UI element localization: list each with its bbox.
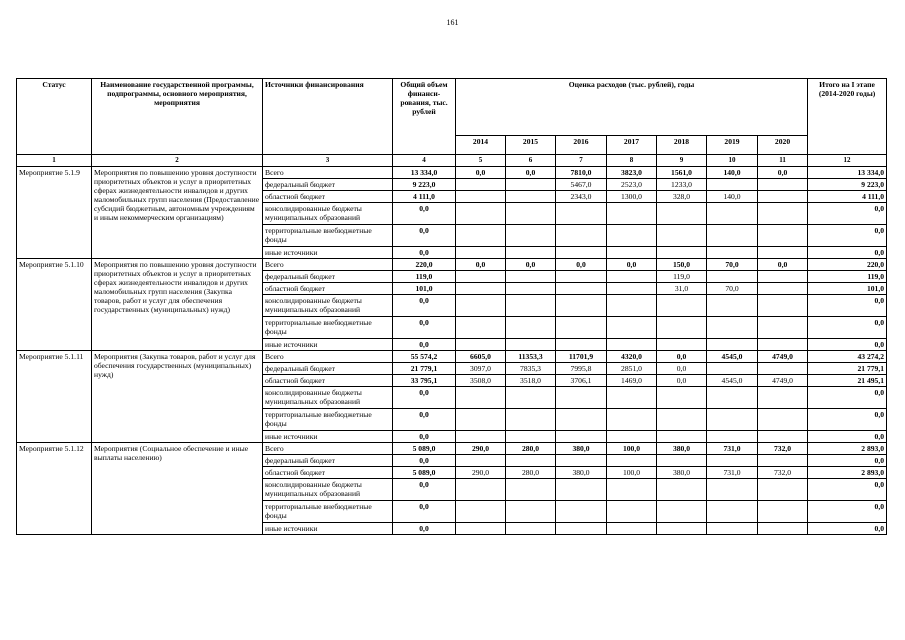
- year-cell: [556, 295, 607, 317]
- year-cell: [456, 225, 506, 247]
- year-cell: 4749,0: [758, 351, 808, 363]
- total-cell: 0,0: [393, 409, 456, 431]
- year-cell: 4545,0: [707, 351, 758, 363]
- column-number: 5: [456, 155, 506, 167]
- year-cell: 280,0: [506, 443, 556, 455]
- year-cell: [506, 431, 556, 443]
- stage-total-cell: 0,0: [808, 203, 887, 225]
- year-cell: [707, 317, 758, 339]
- header-year: 2020: [758, 136, 808, 155]
- year-cell: 0,0: [657, 363, 707, 375]
- header-status: Статус: [17, 79, 92, 155]
- stage-total-cell: 2 893,0: [808, 443, 887, 455]
- funding-source: Всего: [263, 443, 393, 455]
- funding-source: областной бюджет: [263, 375, 393, 387]
- funding-source: территориальные внебюджетные фонды: [263, 409, 393, 431]
- year-cell: [758, 479, 808, 501]
- funding-source: консолидированные бюджеты муниципальных образований: [263, 295, 393, 317]
- year-cell: 290,0: [456, 443, 506, 455]
- stage-total-cell: 13 334,0: [808, 167, 887, 179]
- funding-source: территориальные внебюджетные фонды: [263, 317, 393, 339]
- year-cell: 380,0: [556, 443, 607, 455]
- measure-name: Мероприятия (Социальное обеспечение и иные выплаты населению): [92, 443, 263, 535]
- stage-total-cell: 0,0: [808, 225, 887, 247]
- funding-source: консолидированные бюджеты муниципальных образований: [263, 479, 393, 501]
- year-cell: [657, 455, 707, 467]
- measure-name: Мероприятия по повышению уровня доступности приоритетных объектов и услуг в приоритетных сферах жизнедеятельности инвалидов и других маломобильных групп населения (Предоставление субсидий бюджетным, автономным учреждениям и иным некоммерческим организациям): [92, 167, 263, 259]
- year-cell: [506, 317, 556, 339]
- total-cell: 0,0: [393, 203, 456, 225]
- stage-total-cell: 0,0: [808, 479, 887, 501]
- year-cell: 4320,0: [607, 351, 657, 363]
- funding-source: областной бюджет: [263, 283, 393, 295]
- year-cell: [707, 247, 758, 259]
- year-cell: [607, 225, 657, 247]
- column-number: 2: [92, 155, 263, 167]
- total-cell: 0,0: [393, 501, 456, 523]
- measure-status: Мероприятие 5.1.10: [17, 259, 92, 351]
- stage-total-cell: 21 779,1: [808, 363, 887, 375]
- year-cell: [758, 283, 808, 295]
- stage-total-cell: 0,0: [808, 431, 887, 443]
- year-cell: [556, 247, 607, 259]
- year-cell: [707, 225, 758, 247]
- year-cell: 2523,0: [607, 179, 657, 191]
- year-cell: 4749,0: [758, 375, 808, 387]
- funding-source: федеральный бюджет: [263, 363, 393, 375]
- column-number: 7: [556, 155, 607, 167]
- header-sources: Источники финансирования: [263, 79, 393, 155]
- year-cell: [657, 523, 707, 535]
- stage-total-cell: 0,0: [808, 523, 887, 535]
- year-cell: [707, 339, 758, 351]
- year-cell: [506, 479, 556, 501]
- column-number: 8: [607, 155, 657, 167]
- year-cell: 0,0: [607, 259, 657, 271]
- header-stage-total: Итого на I этапе (2014-2020 годы): [808, 79, 887, 155]
- year-cell: [456, 283, 506, 295]
- total-cell: 0,0: [393, 431, 456, 443]
- year-cell: [607, 317, 657, 339]
- funding-source: консолидированные бюджеты муниципальных образований: [263, 387, 393, 409]
- year-cell: 0,0: [758, 167, 808, 179]
- header-year: 2017: [607, 136, 657, 155]
- table-row: [17, 259, 887, 271]
- year-cell: [506, 409, 556, 431]
- year-cell: [456, 523, 506, 535]
- header-year: 2016: [556, 136, 607, 155]
- year-cell: [758, 271, 808, 283]
- year-cell: [556, 455, 607, 467]
- year-cell: [456, 191, 506, 203]
- measure-status: Мероприятие 5.1.9: [17, 167, 92, 259]
- stage-total-cell: 0,0: [808, 317, 887, 339]
- year-cell: [456, 339, 506, 351]
- stage-total-cell: 9 223,0: [808, 179, 887, 191]
- total-cell: 13 334,0: [393, 167, 456, 179]
- column-number: 4: [393, 155, 456, 167]
- funding-source: Всего: [263, 351, 393, 363]
- total-cell: 4 111,0: [393, 191, 456, 203]
- stage-total-cell: 0,0: [808, 387, 887, 409]
- year-cell: 380,0: [657, 467, 707, 479]
- year-cell: [506, 271, 556, 283]
- year-cell: 7810,0: [556, 167, 607, 179]
- year-cell: [556, 225, 607, 247]
- year-cell: [556, 203, 607, 225]
- year-cell: 6605,0: [456, 351, 506, 363]
- year-cell: 3097,0: [456, 363, 506, 375]
- year-cell: 4545,0: [707, 375, 758, 387]
- header-year: 2015: [506, 136, 556, 155]
- year-cell: [556, 317, 607, 339]
- year-cell: [456, 431, 506, 443]
- year-cell: 0,0: [456, 167, 506, 179]
- year-cell: [607, 203, 657, 225]
- year-cell: 290,0: [456, 467, 506, 479]
- total-cell: 5 089,0: [393, 467, 456, 479]
- year-cell: 3508,0: [456, 375, 506, 387]
- year-cell: 3823,0: [607, 167, 657, 179]
- year-cell: [607, 479, 657, 501]
- funding-source: иные источники: [263, 247, 393, 259]
- funding-source: территориальные внебюджетные фонды: [263, 225, 393, 247]
- year-cell: 100,0: [607, 467, 657, 479]
- column-number: 3: [263, 155, 393, 167]
- year-cell: 380,0: [556, 467, 607, 479]
- year-cell: [506, 455, 556, 467]
- year-cell: [456, 295, 506, 317]
- total-cell: 0,0: [393, 295, 456, 317]
- year-cell: [456, 479, 506, 501]
- stage-total-cell: 0,0: [808, 501, 887, 523]
- year-cell: [506, 387, 556, 409]
- total-cell: 0,0: [393, 317, 456, 339]
- total-cell: 101,0: [393, 283, 456, 295]
- year-cell: [506, 501, 556, 523]
- year-cell: 0,0: [657, 375, 707, 387]
- funding-source: областной бюджет: [263, 467, 393, 479]
- year-cell: [607, 501, 657, 523]
- year-cell: 70,0: [707, 283, 758, 295]
- year-cell: [556, 339, 607, 351]
- year-cell: [707, 179, 758, 191]
- year-cell: [506, 283, 556, 295]
- year-cell: [456, 317, 506, 339]
- year-cell: [607, 271, 657, 283]
- year-cell: [456, 455, 506, 467]
- year-cell: 732,0: [758, 443, 808, 455]
- year-cell: [707, 387, 758, 409]
- total-cell: 0,0: [393, 387, 456, 409]
- year-cell: [758, 191, 808, 203]
- year-cell: [456, 501, 506, 523]
- stage-total-cell: 4 111,0: [808, 191, 887, 203]
- year-cell: 0,0: [506, 167, 556, 179]
- year-cell: 2851,0: [607, 363, 657, 375]
- funding-source: иные источники: [263, 339, 393, 351]
- table-row: [17, 351, 887, 363]
- year-cell: 140,0: [707, 191, 758, 203]
- measure-status: Мероприятие 5.1.11: [17, 351, 92, 443]
- header-name: Наименование государственной программы, подпрограммы, основного мероприятия, мероприятия: [92, 79, 263, 155]
- funding-source: Всего: [263, 167, 393, 179]
- year-cell: [758, 179, 808, 191]
- year-cell: 11353,3: [506, 351, 556, 363]
- measure-name: Мероприятия по повышению уровня доступности приоритетных объектов и услуг в приоритетных сферах жизнедеятельности инвалидов и других маломобильных групп населения (Закупка товаров, работ и услуг для обеспечения государственных (муниципальных) нужд): [92, 259, 263, 351]
- year-cell: [707, 295, 758, 317]
- funding-source: территориальные внебюджетные фонды: [263, 501, 393, 523]
- stage-total-cell: 0,0: [808, 295, 887, 317]
- table-row: [17, 167, 887, 179]
- stage-total-cell: 101,0: [808, 283, 887, 295]
- year-cell: 732,0: [758, 467, 808, 479]
- year-cell: 280,0: [506, 467, 556, 479]
- year-cell: 0,0: [758, 259, 808, 271]
- stage-total-cell: 119,0: [808, 271, 887, 283]
- year-cell: 140,0: [707, 167, 758, 179]
- year-cell: 731,0: [707, 467, 758, 479]
- year-cell: [506, 523, 556, 535]
- year-cell: [556, 479, 607, 501]
- year-cell: 3518,0: [506, 375, 556, 387]
- year-cell: [456, 387, 506, 409]
- year-cell: [758, 501, 808, 523]
- header-estimate: Оценка расходов (тыс. рублей), годы: [456, 79, 808, 136]
- stage-total-cell: 0,0: [808, 247, 887, 259]
- year-cell: [506, 247, 556, 259]
- column-number: 10: [707, 155, 758, 167]
- total-cell: 55 574,2: [393, 351, 456, 363]
- year-cell: [456, 203, 506, 225]
- year-cell: 1233,0: [657, 179, 707, 191]
- stage-total-cell: 2 893,0: [808, 467, 887, 479]
- stage-total-cell: 0,0: [808, 455, 887, 467]
- year-cell: [556, 501, 607, 523]
- year-cell: 1469,0: [607, 375, 657, 387]
- total-cell: 119,0: [393, 271, 456, 283]
- funding-source: иные источники: [263, 431, 393, 443]
- funding-source: областной бюджет: [263, 191, 393, 203]
- total-cell: 21 779,1: [393, 363, 456, 375]
- year-cell: 11701,9: [556, 351, 607, 363]
- total-cell: 0,0: [393, 523, 456, 535]
- funding-source: федеральный бюджет: [263, 271, 393, 283]
- year-cell: [758, 455, 808, 467]
- year-cell: [758, 431, 808, 443]
- year-cell: 3706,1: [556, 375, 607, 387]
- year-cell: 150,0: [657, 259, 707, 271]
- stage-total-cell: 220,0: [808, 259, 887, 271]
- year-cell: [556, 523, 607, 535]
- year-cell: [707, 523, 758, 535]
- year-cell: 2343,0: [556, 191, 607, 203]
- year-cell: [758, 363, 808, 375]
- year-cell: [657, 203, 707, 225]
- year-cell: [758, 339, 808, 351]
- year-cell: [607, 247, 657, 259]
- year-cell: 1300,0: [607, 191, 657, 203]
- total-cell: 0,0: [393, 455, 456, 467]
- column-number: 9: [657, 155, 707, 167]
- page-number: 161: [446, 18, 459, 27]
- year-cell: [607, 431, 657, 443]
- year-cell: [758, 295, 808, 317]
- year-cell: [657, 479, 707, 501]
- year-cell: [657, 225, 707, 247]
- funding-source: федеральный бюджет: [263, 455, 393, 467]
- column-number: 12: [808, 155, 887, 167]
- funding-source: Всего: [263, 259, 393, 271]
- year-cell: [506, 339, 556, 351]
- year-cell: [758, 387, 808, 409]
- year-cell: [556, 271, 607, 283]
- total-cell: 5 089,0: [393, 443, 456, 455]
- year-cell: [707, 455, 758, 467]
- header-year: 2018: [657, 136, 707, 155]
- column-number: 11: [758, 155, 808, 167]
- year-cell: [758, 409, 808, 431]
- total-cell: 0,0: [393, 225, 456, 247]
- funding-source: консолидированные бюджеты муниципальных образований: [263, 203, 393, 225]
- year-cell: 0,0: [556, 259, 607, 271]
- header-total: Общий объем финанси-рования, тыс. рублей: [393, 79, 456, 155]
- year-cell: [758, 203, 808, 225]
- funding-source: федеральный бюджет: [263, 179, 393, 191]
- year-cell: [707, 271, 758, 283]
- measure-status: Мероприятие 5.1.12: [17, 443, 92, 535]
- year-cell: [707, 203, 758, 225]
- year-cell: [506, 191, 556, 203]
- year-cell: [707, 479, 758, 501]
- year-cell: 328,0: [657, 191, 707, 203]
- year-cell: [707, 431, 758, 443]
- year-cell: [657, 295, 707, 317]
- measure-name: Мероприятия (Закупка товаров, работ и услуг для обеспечения государственных (муниципальных) нужд): [92, 351, 263, 443]
- year-cell: 0,0: [657, 351, 707, 363]
- year-cell: [657, 387, 707, 409]
- table-row: [17, 443, 887, 455]
- year-cell: 100,0: [607, 443, 657, 455]
- stage-total-cell: 43 274,2: [808, 351, 887, 363]
- year-cell: [607, 283, 657, 295]
- total-cell: 0,0: [393, 339, 456, 351]
- stage-total-cell: 0,0: [808, 339, 887, 351]
- year-cell: [607, 455, 657, 467]
- year-cell: [506, 225, 556, 247]
- year-cell: 31,0: [657, 283, 707, 295]
- total-cell: 0,0: [393, 479, 456, 501]
- year-cell: [456, 271, 506, 283]
- year-cell: [707, 501, 758, 523]
- total-cell: 0,0: [393, 247, 456, 259]
- year-cell: [506, 203, 556, 225]
- year-cell: [758, 317, 808, 339]
- total-cell: 9 223,0: [393, 179, 456, 191]
- year-cell: 0,0: [456, 259, 506, 271]
- year-cell: [657, 409, 707, 431]
- year-cell: [506, 179, 556, 191]
- year-cell: [607, 409, 657, 431]
- year-cell: [758, 247, 808, 259]
- year-cell: 7835,3: [506, 363, 556, 375]
- year-cell: [607, 339, 657, 351]
- year-cell: [657, 501, 707, 523]
- year-cell: [657, 317, 707, 339]
- year-cell: [657, 431, 707, 443]
- year-cell: 731,0: [707, 443, 758, 455]
- year-cell: 119,0: [657, 271, 707, 283]
- year-cell: [556, 431, 607, 443]
- year-cell: 70,0: [707, 259, 758, 271]
- year-cell: [657, 339, 707, 351]
- year-cell: [657, 247, 707, 259]
- year-cell: [707, 409, 758, 431]
- year-cell: [607, 295, 657, 317]
- year-cell: [607, 387, 657, 409]
- column-number: 1: [17, 155, 92, 167]
- year-cell: [456, 179, 506, 191]
- year-cell: [456, 247, 506, 259]
- stage-total-cell: 21 495,1: [808, 375, 887, 387]
- year-cell: 1561,0: [657, 167, 707, 179]
- year-cell: [707, 363, 758, 375]
- budget-table: [16, 78, 887, 535]
- year-cell: 0,0: [506, 259, 556, 271]
- year-cell: [556, 387, 607, 409]
- stage-total-cell: 0,0: [808, 409, 887, 431]
- total-cell: 33 795,1: [393, 375, 456, 387]
- year-cell: [758, 523, 808, 535]
- year-cell: [456, 409, 506, 431]
- year-cell: 7995,8: [556, 363, 607, 375]
- year-cell: [758, 225, 808, 247]
- year-cell: [506, 295, 556, 317]
- year-cell: [556, 409, 607, 431]
- header-year: 2014: [456, 136, 506, 155]
- funding-source: иные источники: [263, 523, 393, 535]
- year-cell: [607, 523, 657, 535]
- year-cell: [556, 283, 607, 295]
- year-cell: 380,0: [657, 443, 707, 455]
- column-number: 6: [506, 155, 556, 167]
- year-cell: 5467,0: [556, 179, 607, 191]
- header-year: 2019: [707, 136, 758, 155]
- total-cell: 220,0: [393, 259, 456, 271]
